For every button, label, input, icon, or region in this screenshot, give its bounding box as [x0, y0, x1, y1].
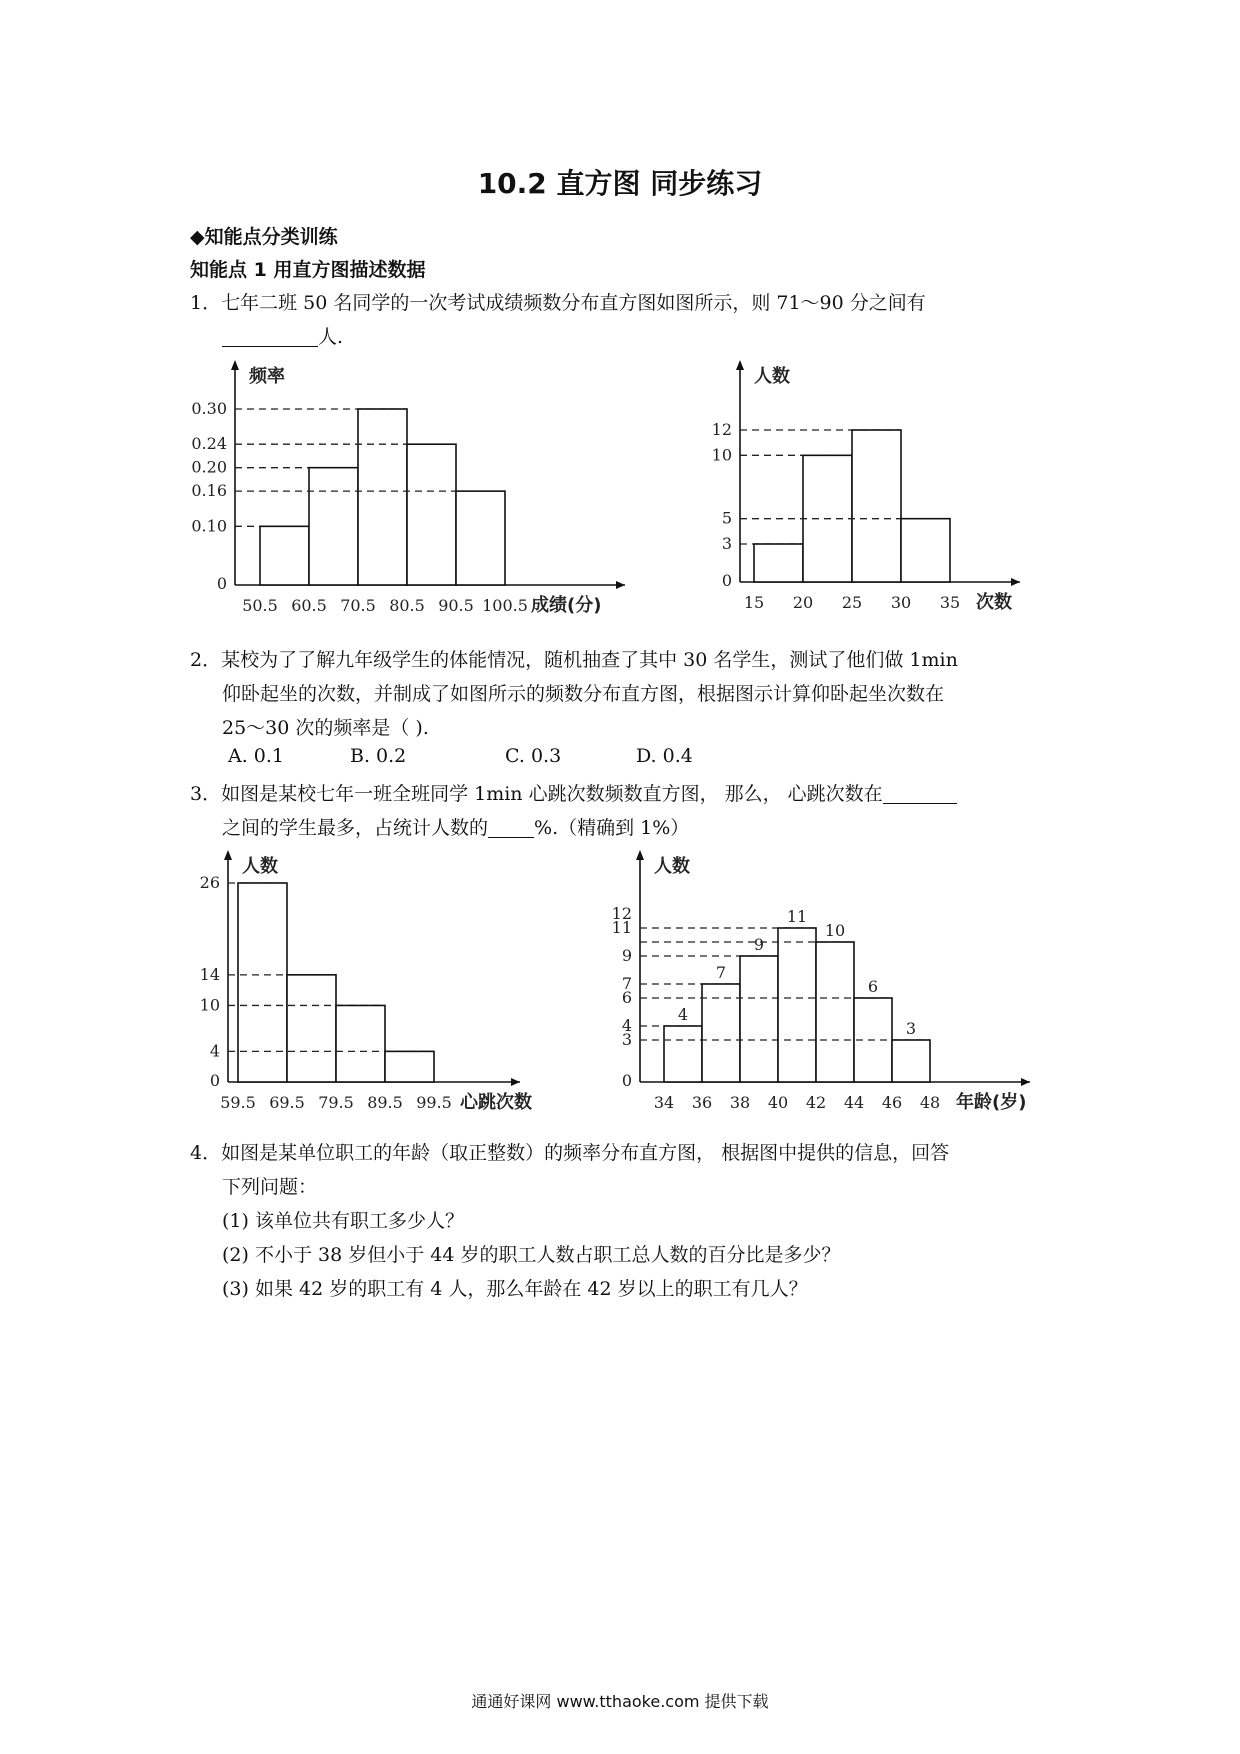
- q2-text-2: 仰卧起坐的次数，并制成了如图所示的频数分布直方图，根据图示计算仰卧起坐次数在: [222, 683, 945, 705]
- y-axis-arrow-icon: [636, 850, 644, 860]
- x-tick-label: 36: [691, 1093, 713, 1112]
- x-tick-label: 34: [653, 1093, 675, 1112]
- y-zero-label: 0: [721, 571, 732, 590]
- q4-text-2: 下列问题：: [222, 1176, 318, 1198]
- x-axis-label: 成绩(分): [531, 595, 602, 616]
- x-tick-label: 42: [805, 1093, 827, 1112]
- q1-text-cont: [222, 322, 343, 349]
- q3-text-a: 3．如图是某校七年一班全班同学 1min 心跳次数频数直方图， 那么， 心跳次数在: [190, 783, 883, 805]
- x-axis-label: 次数: [976, 592, 1012, 613]
- bar: [816, 942, 854, 1082]
- y-tick-label: 4: [621, 1016, 632, 1035]
- bar-data-label: 9: [753, 935, 765, 954]
- bar: [358, 409, 407, 585]
- x-tick-label: 79.5: [318, 1093, 354, 1112]
- bar-data-label: 11: [786, 907, 808, 926]
- q3-text-2: [222, 813, 689, 840]
- bar-data-label: 4: [677, 1005, 689, 1024]
- q2-option-a: A. 0.1: [228, 745, 285, 767]
- x-tick-label: 69.5: [269, 1093, 305, 1112]
- x-tick-label: 44: [843, 1093, 865, 1112]
- bar: [702, 984, 740, 1082]
- y-tick-label: 14: [199, 964, 220, 984]
- subsection-heading: 知能点 1 用直方图描述数据: [190, 259, 426, 281]
- y-tick-label: 0.10: [191, 516, 227, 536]
- x-tick-label: 80.5: [389, 596, 425, 615]
- q4-text: 4．如图是某单位职工的年龄（取正整数）的频率分布直方图， 根据图中提供的信息，回答: [190, 1142, 950, 1164]
- q2-option-d: D. 0.4: [636, 745, 693, 767]
- x-axis-arrow-icon: [1011, 578, 1020, 586]
- q3-blank-percent: [488, 818, 534, 838]
- bar-data-label: 7: [715, 963, 727, 982]
- bar-data-label: 3: [905, 1019, 917, 1038]
- y-tick-label: 7: [621, 974, 632, 993]
- bar-data-label: 6: [867, 977, 879, 996]
- footer: 通通好课网 www.tthaoke.com 提供下载: [471, 1692, 769, 1711]
- y-tick-label: 0.30: [191, 399, 227, 418]
- bar: [892, 1040, 930, 1082]
- x-axis-arrow-icon: [1021, 1078, 1030, 1086]
- y-axis-label: 人数: [654, 856, 690, 877]
- q4-part-1: (1) 该单位共有职工多少人？: [222, 1210, 464, 1232]
- bar: [238, 883, 287, 1082]
- q2-option-b: B. 0.2: [350, 745, 407, 767]
- y-tick-label: 3: [721, 534, 732, 553]
- q3-text-b1: 之间的学生最多，占统计人数的: [222, 817, 489, 839]
- q2-text-3: 25～30 次的频率是（ ).: [222, 717, 429, 739]
- x-tick-label: 99.5: [416, 1093, 452, 1112]
- bar: [407, 444, 456, 585]
- y-tick-label: 0.16: [191, 481, 227, 501]
- section-heading: ◆知能点分类训练: [190, 226, 338, 248]
- bar: [287, 975, 336, 1082]
- y-tick-label: 3: [621, 1030, 632, 1049]
- x-tick-label: 40: [767, 1093, 789, 1112]
- y-tick-label: 5: [721, 508, 732, 528]
- x-tick-label: 100.5: [482, 596, 528, 615]
- y-tick-label: 6: [621, 988, 632, 1007]
- q2-text: 2．某校为了了解九年级学生的体能情况，随机抽查了其中 30 名学生，测试了他们做 1min: [190, 649, 958, 671]
- x-axis-arrow-icon: [616, 581, 625, 589]
- x-axis-label: 心跳次数: [460, 1092, 532, 1113]
- q1-unit: 人.: [318, 326, 344, 348]
- chart-heartbeat: [190, 850, 610, 1120]
- x-tick-label: 60.5: [291, 596, 327, 615]
- y-tick-label: 11: [611, 918, 632, 937]
- q4-part-3: (3) 如果 42 岁的职工有 4 人，那么年龄在 42 岁以上的职工有几人？: [222, 1278, 808, 1300]
- y-tick-label: 10: [711, 445, 732, 465]
- bar: [740, 956, 778, 1082]
- x-tick-label: 38: [729, 1093, 751, 1112]
- page-title: 10.2 直方图 同步练习: [477, 167, 763, 200]
- x-tick-label: 59.5: [220, 1093, 256, 1112]
- y-tick-label: 26: [199, 873, 220, 892]
- q2-option-c: C. 0.3: [505, 745, 562, 767]
- bar: [852, 430, 901, 582]
- x-tick-label: 35: [939, 593, 961, 612]
- y-axis-label: 人数: [754, 366, 790, 387]
- x-tick-label: 25: [841, 593, 863, 612]
- y-tick-label: 4: [209, 1041, 220, 1061]
- bar: [309, 468, 358, 585]
- x-tick-label: 20: [792, 593, 814, 612]
- bar: [754, 544, 803, 582]
- bar: [456, 491, 505, 585]
- x-tick-label: 50.5: [242, 596, 278, 615]
- chart-score-frequency: [190, 360, 690, 620]
- q3-text-b2: %.（精确到 1%）: [534, 817, 690, 839]
- x-tick-label: 46: [881, 1093, 903, 1112]
- q4-part-2: (2) 不小于 38 岁但小于 44 岁的职工人数占职工总人数的百分比是多少？: [222, 1244, 841, 1266]
- y-axis-arrow-icon: [224, 850, 232, 860]
- y-zero-label: 0: [209, 1071, 220, 1090]
- y-tick-label: 0.24: [191, 434, 227, 454]
- bar: [664, 1026, 702, 1082]
- y-axis-arrow-icon: [231, 360, 239, 370]
- bar: [385, 1051, 434, 1082]
- y-axis-arrow-icon: [736, 360, 744, 370]
- chart-situp-count: [690, 360, 1050, 620]
- y-axis-label: 频率: [249, 366, 285, 387]
- y-axis-label: 人数: [242, 856, 278, 877]
- x-tick-label: 89.5: [367, 1093, 403, 1112]
- x-axis-label: 年龄(岁): [956, 1092, 1027, 1113]
- q1-text: 1．七年二班 50 名同学的一次考试成绩频数分布直方图如图所示，则 71～90 分之间有: [190, 292, 926, 314]
- chart-staff-age: [600, 850, 1060, 1120]
- bar-data-label: 10: [824, 921, 846, 940]
- y-tick-label: 0.20: [191, 457, 227, 477]
- x-tick-label: 30: [890, 593, 912, 612]
- bar: [260, 526, 309, 585]
- x-tick-label: 70.5: [340, 596, 376, 615]
- bar: [336, 1005, 385, 1082]
- y-zero-label: 0: [216, 574, 227, 593]
- bar: [901, 519, 950, 582]
- y-tick-label: 12: [611, 904, 632, 923]
- y-tick-label: 10: [199, 995, 220, 1015]
- bar: [778, 928, 816, 1082]
- y-tick-label: 12: [711, 420, 732, 439]
- x-tick-label: 48: [919, 1093, 941, 1112]
- x-tick-label: 90.5: [438, 596, 474, 615]
- y-tick-label: 9: [621, 946, 632, 965]
- q3-text: [190, 779, 957, 806]
- x-tick-label: 15: [743, 593, 765, 612]
- q1-answer-blank: [222, 327, 318, 347]
- x-axis-arrow-icon: [511, 1078, 520, 1086]
- q3-blank-range: [883, 784, 957, 804]
- y-zero-label: 0: [621, 1071, 632, 1090]
